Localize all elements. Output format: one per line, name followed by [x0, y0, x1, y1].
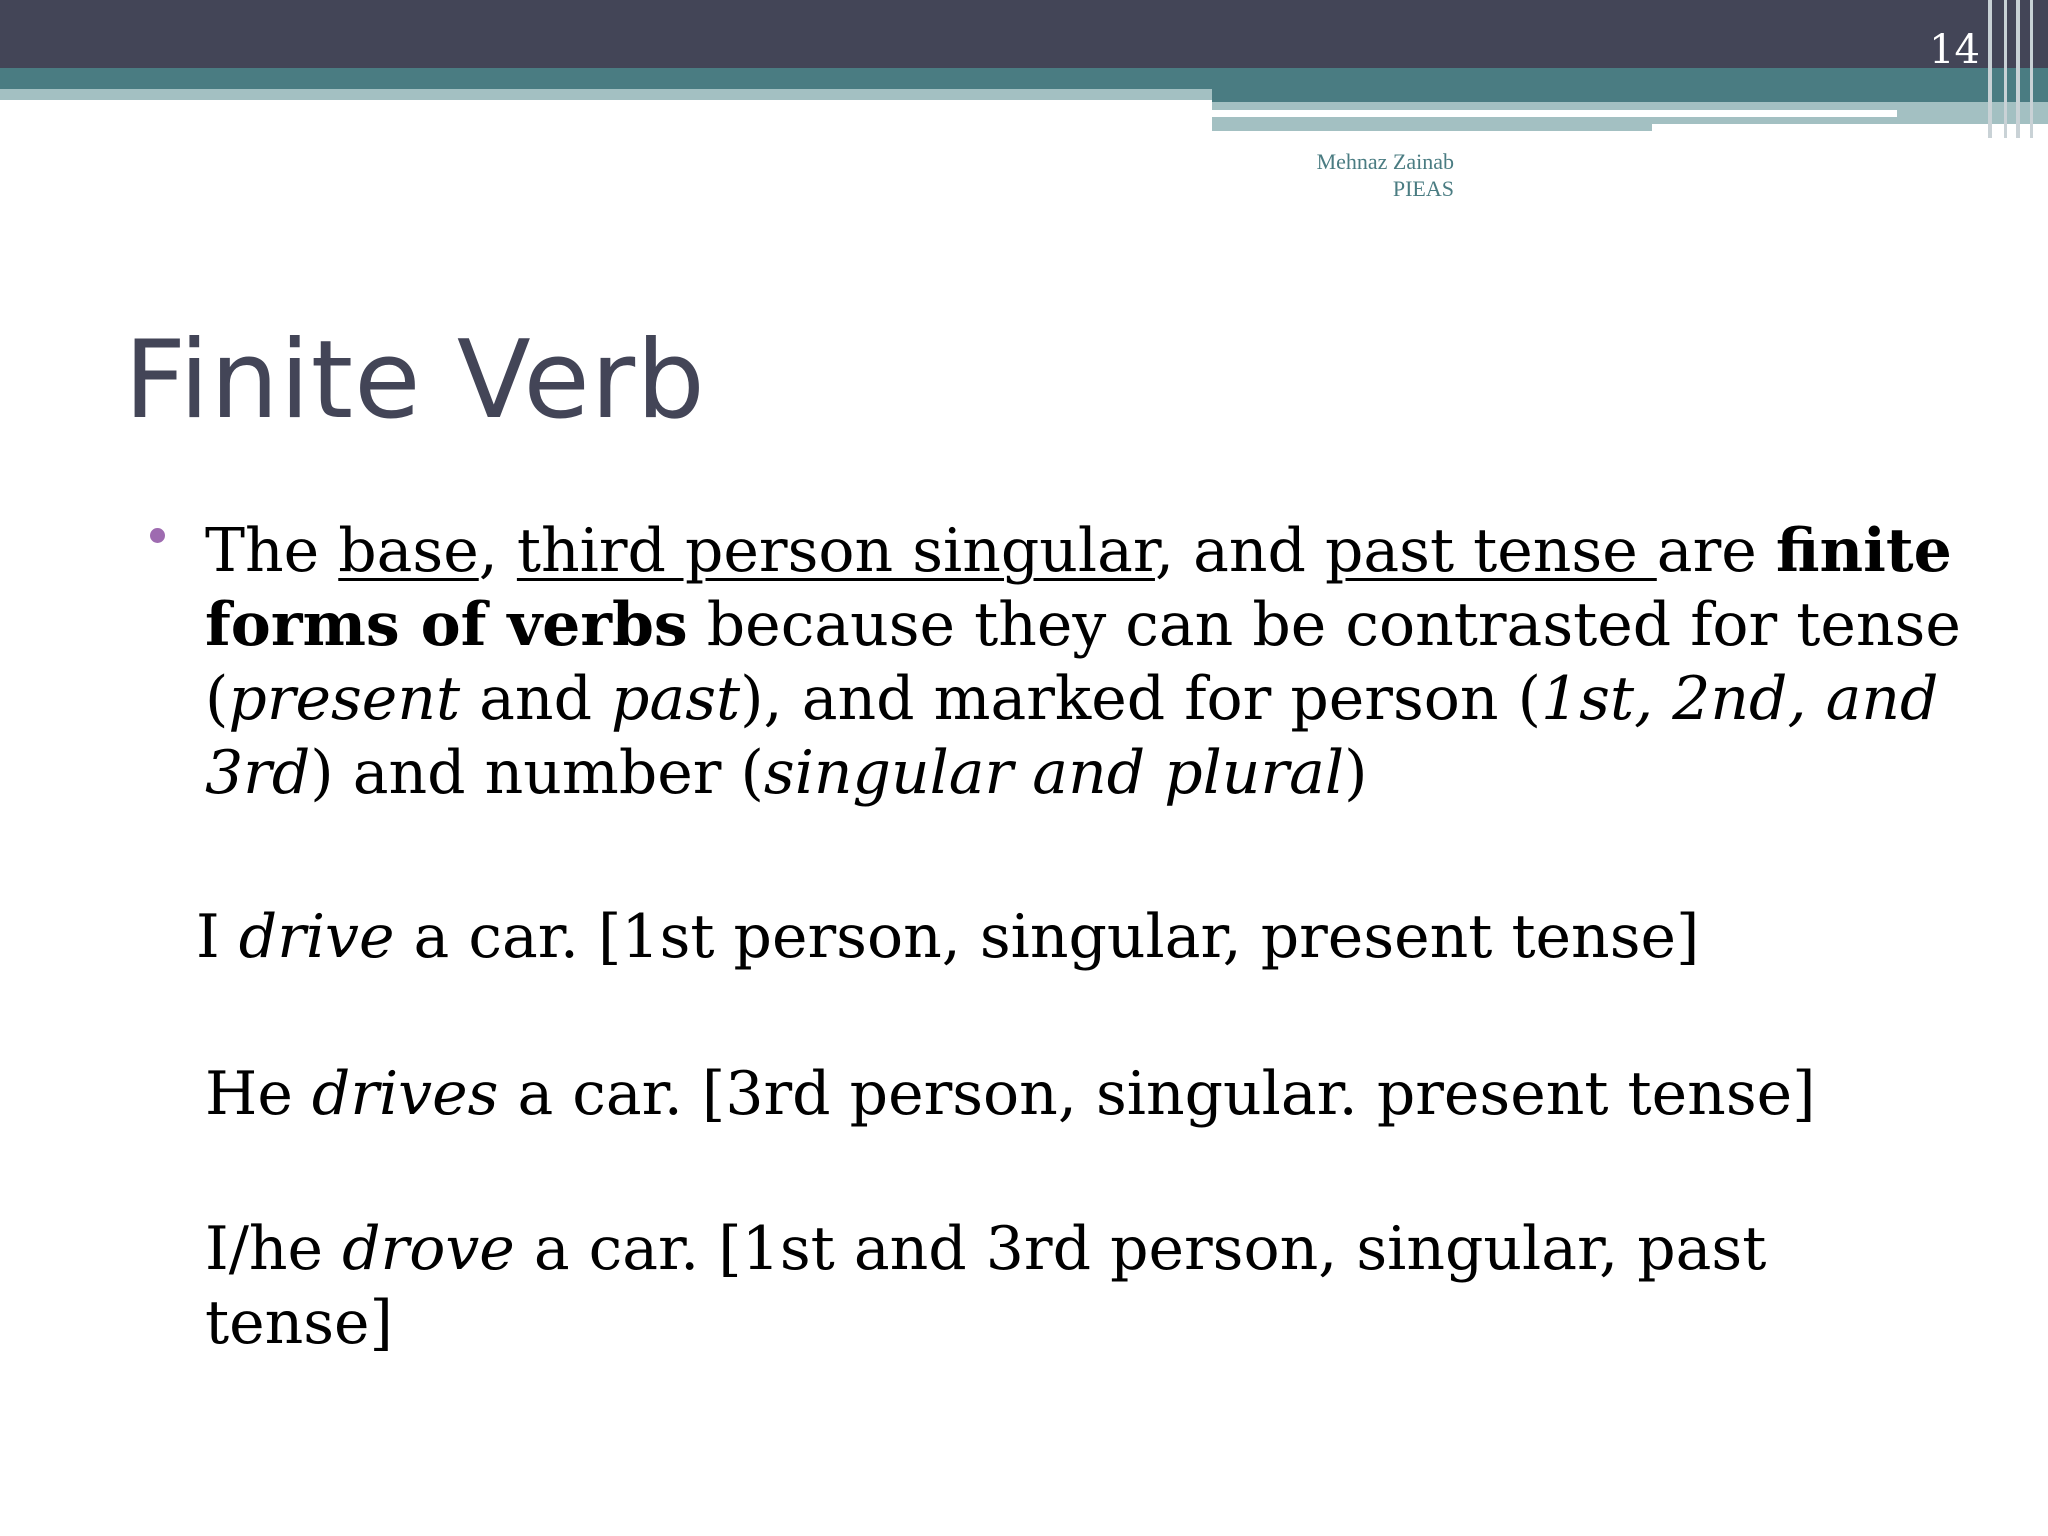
example-verb: drove — [342, 1214, 515, 1284]
text-run: and — [460, 664, 612, 734]
bullet-text — [205, 514, 1965, 810]
example-sentence — [205, 1212, 1766, 1360]
text-run: He — [205, 1059, 312, 1129]
example-sentence — [196, 900, 1699, 974]
italic-term: present — [228, 664, 461, 734]
header-white-stripe — [1212, 110, 1897, 117]
italic-term: 1st, 2nd, and 3rd — [205, 664, 1939, 808]
bold-phrase: finite forms of verbs — [205, 516, 1952, 660]
example-verb: drive — [238, 902, 395, 972]
author-institution: PIEAS — [1392, 176, 1454, 201]
header-vertical-line — [1988, 0, 1992, 138]
underlined-term-base: base — [338, 516, 479, 586]
text-run: tense] — [205, 1288, 393, 1358]
header-vertical-line — [2004, 0, 2007, 138]
text-run: a car. [1st person, singular, present tense] — [394, 902, 1700, 972]
header-band-teal-left — [0, 68, 1212, 89]
text-run: , and — [1154, 516, 1325, 586]
text-run: a car. [1st and 3rd person, singular, past — [514, 1214, 1767, 1284]
header-band-dark — [0, 0, 2048, 68]
author-name: Mehnaz Zainab — [1316, 149, 1454, 174]
text-run: ), and marked for person ( — [740, 664, 1541, 734]
header-vertical-line — [2030, 0, 2033, 138]
underlined-term-past-tense: past tense — [1325, 516, 1657, 586]
example-verb: drives — [311, 1059, 499, 1129]
text-run: are — [1656, 516, 1776, 586]
example-sentence — [205, 1057, 1816, 1131]
header-band-teal-right — [1212, 68, 2048, 102]
text-run: I/he — [205, 1214, 343, 1284]
slide-number: 14 — [1929, 27, 1980, 73]
bullet-dot-icon — [150, 528, 165, 543]
underlined-term-third-person-singular: third person singular — [516, 516, 1155, 586]
text-run: , — [478, 516, 517, 586]
text-run: I — [196, 902, 239, 972]
slide-title: Finite Verb — [124, 318, 706, 443]
header-band-light-left — [0, 89, 1212, 100]
author-block — [1317, 148, 1454, 202]
header-vertical-line — [2016, 0, 2020, 138]
italic-term: past — [611, 664, 741, 734]
text-run: ) and number ( — [310, 738, 764, 808]
text-run: ) — [1344, 738, 1368, 808]
text-run: a car. [3rd person, singular. present tense] — [498, 1059, 1816, 1129]
text-run: The — [205, 516, 339, 586]
text-run: because they can be contrasted for tense ( — [205, 590, 1961, 734]
italic-term: singular and plural — [763, 738, 1345, 808]
